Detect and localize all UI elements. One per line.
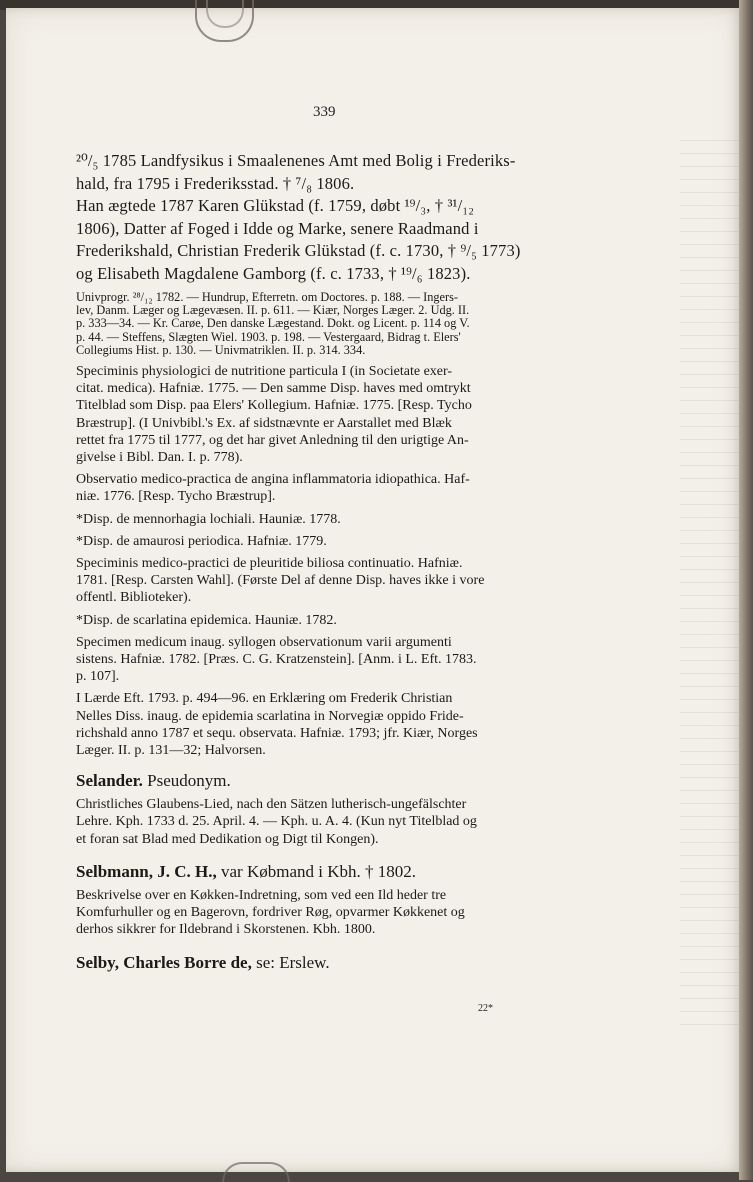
heading-rest: Pseudonym. [142,771,231,791]
text-line: citat. medica). Hafniæ. 1775. — Den samme Disp. haves med omtrykt [76,381,471,397]
entry-selby [76,952,588,973]
entry-works [76,363,588,759]
entry-intro [76,150,588,285]
work-item [76,612,588,629]
text-line: Specimen medicum inaug. syllogen observationum varii argumenti [76,634,452,650]
heading-name: Selby, Charles Borre de, [76,952,252,972]
selander-body [76,796,588,848]
text-line: p. 107]. [76,669,120,685]
text-line: I Lærde Eft. 1793. p. 494—96. en Erklæring om Frederik Christian [76,691,453,707]
entry-selander [76,770,588,848]
work-item [76,634,588,686]
text-line: rettet fra 1775 til 1777, og det har givet Anledning til den urigtige An- [76,432,469,448]
binder-clip-bottom-icon [222,1162,290,1182]
work-item [76,555,588,607]
show-through-text [680,128,740,1028]
work-item [76,471,588,505]
text-line: Bræstrup]. (I Univbibl.'s Ex. af sidstnævnte er Aarstallet med Blæk [76,415,452,431]
text-line: Speciminis medico-practici de pleuritide biliosa continuatio. Hafniæ. [76,556,463,572]
text-line: Christliches Glaubens-Lied, nach den Sätzen lutherisch-ungefälschter [76,797,467,813]
text-line: offentl. Biblioteker). [76,590,192,606]
text-line: p. 333—34. — Kr. Carøe, Den danske Lægestand. Dokt. og Licent. p. 114 og V. [76,316,470,331]
text-line: Frederikshald, Christian Frederik Glükstad (f. c. 1730, † ⁹/₅ 1773) [76,241,521,260]
work-item [76,690,588,759]
work-item [76,533,588,550]
selbmann-heading [76,861,588,882]
entry-glukstad [76,150,588,973]
text-line: 1806), Datter af Foged i Idde og Marke, senere Raadmand i [76,218,479,238]
text-line: sistens. Hafniæ. 1782. [Præs. C. G. Kratzenstein]. [Anm. i L. Eft. 1783. [76,652,477,668]
text-line: lev, Danm. Læger og Lægevæsen. II. p. 611. — Kiær, Norges Læger. 2. Udg. II. [76,303,470,318]
text-line: et foran sat Blad med Dedikation og Digt til Kongen). [76,831,379,847]
selander-heading [76,770,588,791]
text-line: derhos sikkrer for Ildebrand i Skorstenen. Kbh. 1800. [76,922,376,938]
work-item [76,363,588,466]
text-line: givelse i Bibl. Dan. I. p. 778). [76,450,243,466]
text-line: Læger. II. p. 131—32; Halvorsen. [76,743,266,759]
page-number: 339 [313,104,336,120]
text-line: 1781. [Resp. Carsten Wahl]. (Første Del af denne Disp. haves ikke i vore [76,573,485,589]
text-line: ²⁰/₅ 1785 Landfysikus i Smaalenenes Amt med Bolig i Frederiks- [76,151,516,170]
heading-name: Selander. [76,771,143,791]
work-item [76,511,588,528]
text-line: richshald anno 1787 et sequ. observata. Hafniæ. 1793; jfr. Kiær, Norges [76,725,478,741]
text-line: hald, fra 1795 i Frederiksstad. † ⁷/₈ 1806. [76,173,355,193]
text-line: Collegiums Hist. p. 130. — Univmatriklen. II. p. 314. 334. [76,342,366,357]
text-line: Han ægtede 1787 Karen Glükstad (f. 1759, døbt ¹⁹/₃, † ³¹/₁₂ [76,196,475,215]
selbmann-body [76,887,588,939]
text-line: *Disp. de amaurosi periodica. Hafniæ. 1779. [76,533,327,549]
text-line: Univprogr. ²⁸/₁₂ 1782. — Hundrup, Efterretn. om Doctores. p. 188. — Ingers- [76,290,458,304]
signature-mark: 22* [478,1003,493,1014]
text-line: *Disp. de mennorhagia lochiali. Hauniæ. 1778. [76,511,341,527]
text-line: Nelles Diss. inaug. de epidemia scarlatina in Norvegiæ oppido Fride- [76,708,464,724]
text-line: niæ. 1776. [Resp. Tycho Bræstrup]. [76,489,276,505]
heading-name: Selbmann, J. C. H., [76,861,217,881]
selby-heading [76,952,588,973]
text-line: og Elisabeth Magdalene Gamborg (f. c. 1733, † ¹⁹/₆ 1823). [76,263,471,283]
entry-selbmann [76,861,588,939]
text-line: Observatio medico-practica de angina inflammatoria idiopathica. Haf- [76,472,470,488]
text-line: *Disp. de scarlatina epidemica. Hauniæ. 1782. [76,612,337,628]
text-line: Beskrivelse over en Køkken-Indretning, som ved een Ild heder tre [76,887,447,903]
text-line: p. 44. — Steffens, Slægten Wiel. 1903. p. 198. — Vestergaard, Bidrag t. Elers' [76,329,461,344]
page-edge [739,0,753,1180]
entry-sources [76,291,588,357]
text-line: Speciminis physiologici de nutritione particula I (in Societate exer- [76,364,453,380]
text-line: Lehre. Kph. 1733 d. 25. April. 4. — Kph. u. A. 4. (Kun nyt Titelblad og [76,814,477,830]
heading-rest: var Købmand i Kbh. † 1802. [216,861,417,881]
text-line: Titelblad som Disp. paa Elers' Kollegium. Hafniæ. 1775. [Resp. Tycho [76,398,472,414]
heading-rest: se: Erslew. [251,952,330,972]
text-line: Komfurhuller og en Bagerovn, fordriver Røg, opvarmer Køkkenet og [76,905,465,921]
